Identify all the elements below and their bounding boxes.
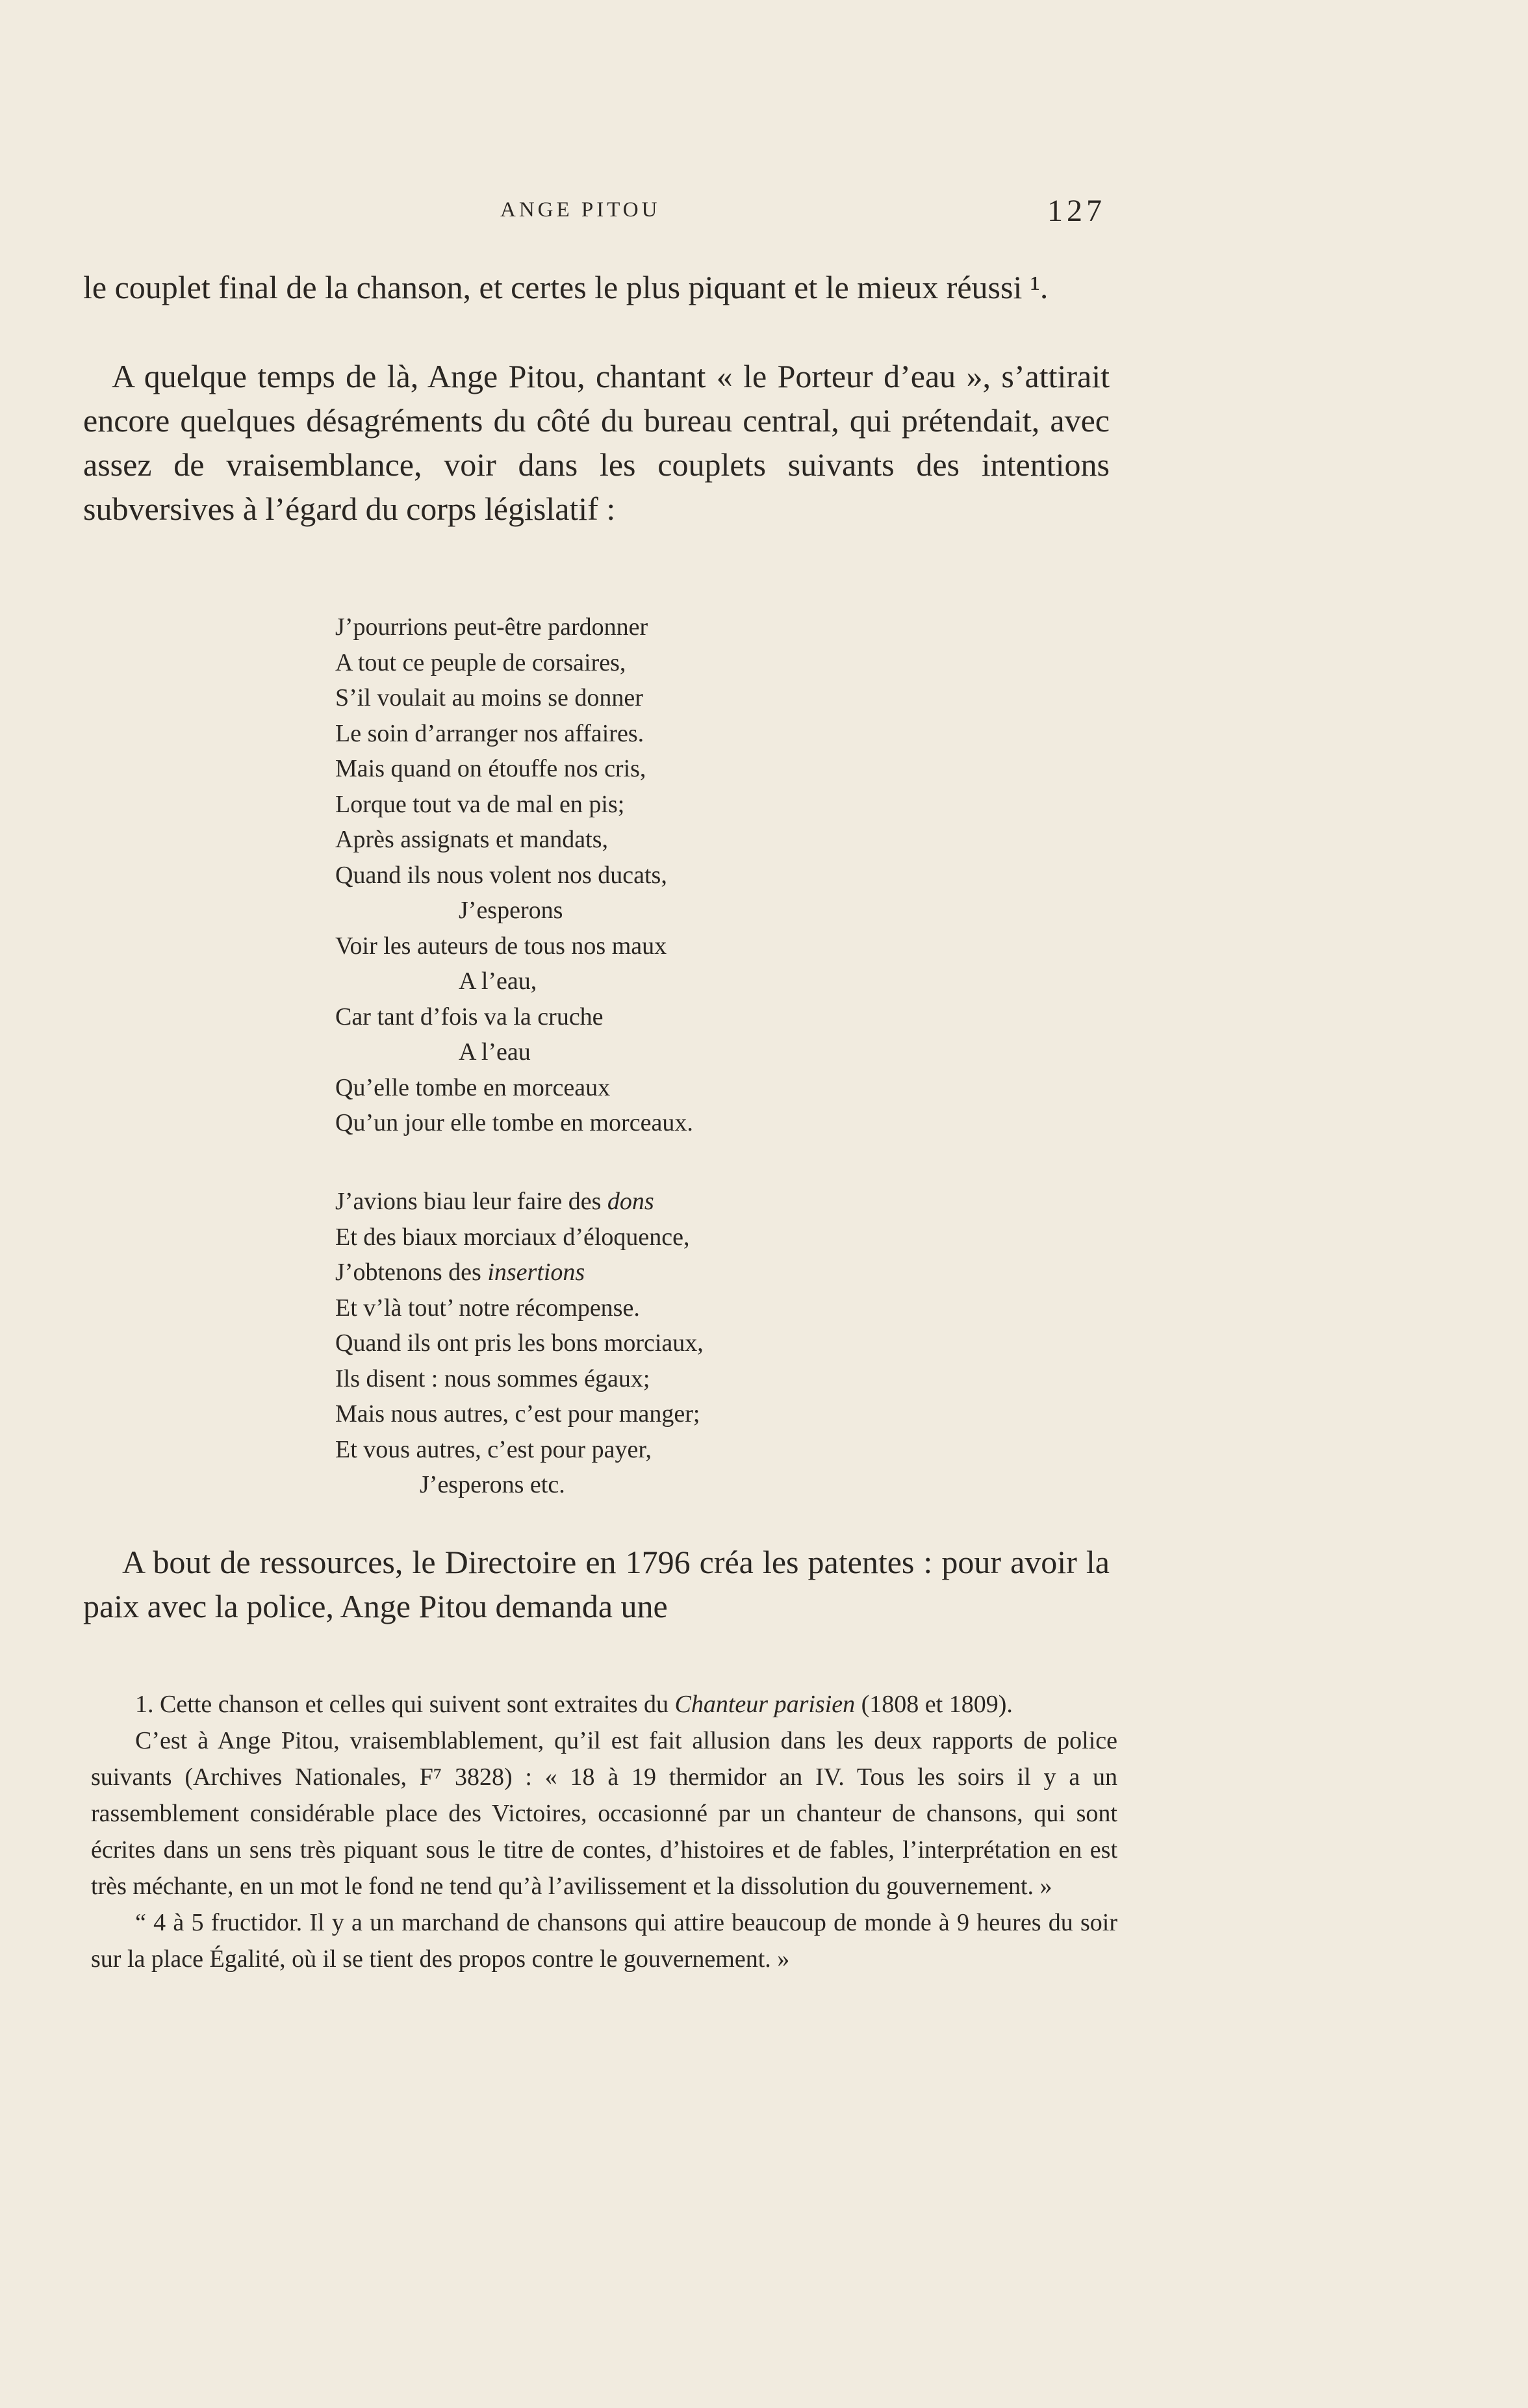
song-stanza-2: [335, 1184, 704, 1503]
verse-line: Lorque tout va de mal en pis;: [335, 790, 625, 818]
paragraph-1: le couplet final de la chanson, et certes le plus piquant et le mieux réussi ¹.: [83, 269, 1049, 305]
running-title: ANGE PITOU: [500, 198, 661, 222]
verse-line: [335, 1184, 704, 1220]
verse-text: J’avions biau leur faire des: [335, 1188, 607, 1215]
footnote-text: (1808 et 1809).: [855, 1691, 1013, 1718]
verse-line: Qu’un jour elle tombe en morceaux.: [335, 1109, 693, 1136]
verse-line: Et des biaux morciaux d’éloquence,: [335, 1223, 690, 1251]
page-number: 127: [1047, 194, 1106, 228]
verse-line: Quand ils ont pris les bons morciaux,: [335, 1329, 704, 1357]
verse-line: J’esperons etc.: [420, 1471, 565, 1498]
verse-line: A l’eau: [459, 1038, 531, 1066]
verse-line: Mais quand on étouffe nos cris,: [335, 755, 646, 782]
verse-line: J’esperons: [459, 897, 563, 924]
verse-line: Mais nous autres, c’est pour manger;: [335, 1400, 700, 1428]
verse-line: [335, 1255, 704, 1290]
verse-line: J’pourrions peut-être pardonner: [335, 613, 648, 641]
paragraph-2: A quelque temps de là, Ange Pitou, chantant « le Porteur d’eau », s’attirait encore quelques désagréments du côté du bureau central, qui prétendait, avec assez de vraisemblance, voir dans les couplets suivants des intentions subversives à l’égard du corps législatif :: [83, 358, 1110, 527]
verse-line: Et vous autres, c’est pour payer,: [335, 1435, 652, 1463]
footnote-1-continued: C’est à Ange Pitou, vraisemblablement, qu’il est fait allusion dans les deux rapports de police suivants (Archives Nationales, F⁷ 3828) : « 18 à 19 thermidor an IV. Tous les soirs il y a un rassemblement considérable place des Victoires, occasionné par un chanteur de chansons, qui sont écrites dans un sens très piquant sous le titre de contes, d’histoires et de fables, l’interprétation en est très méchante, en un mot le fond ne tend qu’à l’avilissement et la dissolution du gouvernement. »: [91, 1727, 1117, 1900]
verse-line: Ils disent : nous sommes égaux;: [335, 1364, 650, 1392]
verse-line: S’il voulait au moins se donner: [335, 684, 643, 711]
footnote-text: 1. Cette chanson et celles qui suivent sont extraites du: [135, 1691, 675, 1718]
verse-text: J’obtenons des: [335, 1259, 488, 1286]
verse-line: Le soin d’arranger nos affaires.: [335, 719, 644, 747]
song-stanza-1: [335, 609, 693, 1141]
verse-emphasis: insertions: [487, 1259, 585, 1286]
verse-line: A l’eau,: [459, 967, 537, 995]
footnote-1-quote: “ 4 à 5 fructidor. Il y a un marchand de chansons qui attire beaucoup de monde à 9 heures du soir sur la place Égalité, où il se tient des propos contre le gouvernement. »: [91, 1909, 1117, 1973]
verse-line: Car tant d’fois va la cruche: [335, 1003, 604, 1031]
verse-line: A tout ce peuple de corsaires,: [335, 648, 626, 676]
verse-line: Voir les auteurs de tous nos maux: [335, 932, 667, 960]
footnotes: [91, 1686, 1117, 1977]
verse-emphasis: dons: [607, 1188, 654, 1215]
verse-line: Et v’là tout’ notre récompense.: [335, 1294, 640, 1322]
verse-line: Après assignats et mandats,: [335, 826, 609, 853]
verse-line: Quand ils nous volent nos ducats,: [335, 861, 667, 889]
footnote-1: [91, 1686, 1117, 1723]
verse-line: Qu’elle tombe en morceaux: [335, 1073, 611, 1101]
paragraph-3: A bout de ressources, le Directoire en 1796 créa les patentes : pour avoir la paix avec la police, Ange Pitou demanda une: [83, 1544, 1110, 1624]
footnote-title: Chanteur parisien: [674, 1691, 856, 1718]
page-header: [0, 194, 1528, 237]
